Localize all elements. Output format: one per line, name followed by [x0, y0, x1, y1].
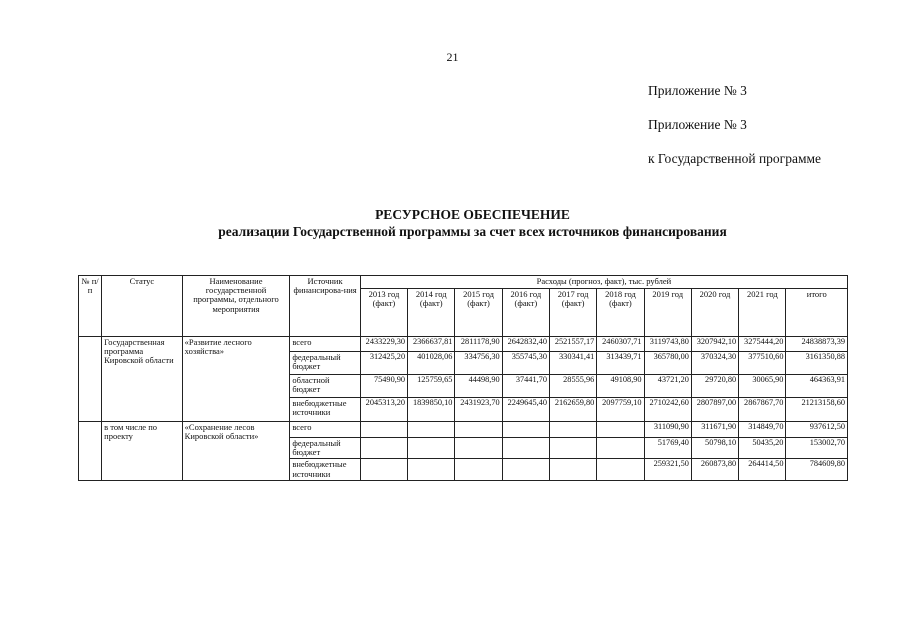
header-status: Статус	[102, 276, 183, 337]
cell-value	[597, 422, 644, 438]
cell-source: областной бюджет	[290, 375, 360, 398]
cell-source: внебюджетные источники	[290, 398, 360, 422]
cell-value: 2807897,00	[691, 398, 738, 422]
cell-value: 24838873,39	[786, 337, 848, 352]
cell-value: 365780,00	[644, 352, 691, 375]
appendix-line-1: Приложение № 3	[648, 83, 747, 98]
header-year-label: 2018 год	[605, 289, 636, 299]
cell-value: 2460307,71	[597, 337, 644, 352]
cell-value	[549, 438, 596, 459]
cell-value: 3119743,80	[644, 337, 691, 352]
cell-value	[360, 438, 407, 459]
cell-value	[408, 422, 455, 438]
header-year-label: 2021 год	[746, 289, 778, 299]
cell-value	[502, 459, 549, 481]
cell-value: 75490,90	[360, 375, 407, 398]
cell-value: 37441,70	[502, 375, 549, 398]
cell-name: «Сохранение лесов Кировской области»	[182, 422, 290, 481]
cell-value: 1839850,10	[408, 398, 455, 422]
document-subtitle: реализации Государственной программы за счет всех источников финансирования	[218, 224, 727, 239]
table-row	[79, 422, 848, 438]
header-year-label: 2016 год	[510, 289, 542, 299]
cell-value: 28555,96	[549, 375, 596, 398]
header-year	[597, 289, 644, 337]
cell-source: всего	[290, 422, 360, 438]
cell-name: «Развитие лесного хозяйства»	[182, 337, 290, 422]
header-year-label: 2017 год	[557, 289, 589, 299]
cell-value: 784609,80	[786, 459, 848, 481]
appendix-line-2: Приложение № 3	[648, 117, 747, 132]
cell-value: 311090,90	[644, 422, 691, 438]
header-year	[786, 289, 848, 337]
cell-value	[597, 459, 644, 481]
cell-value: 44498,90	[455, 375, 502, 398]
cell-value: 50798,10	[691, 438, 738, 459]
header-year	[360, 289, 407, 337]
cell-value: 370324,30	[691, 352, 738, 375]
header-year-note: (факт)	[609, 298, 632, 309]
cell-value: 330341,41	[549, 352, 596, 375]
cell-value	[455, 459, 502, 481]
header-number: № п/п	[79, 276, 102, 337]
header-year-note: (факт)	[419, 298, 443, 309]
cell-value	[408, 459, 455, 481]
cell-source: федеральный бюджет	[290, 352, 360, 375]
header-year-label: 2013 год	[368, 289, 400, 299]
header-source: Источник финансирова-ния	[290, 276, 360, 337]
cell-value: 49108,90	[597, 375, 644, 398]
cell-status: в том числе по проекту	[102, 422, 183, 481]
cell-value: 334756,30	[455, 352, 502, 375]
cell-value: 314849,70	[739, 422, 786, 438]
header-year-note: (факт)	[372, 298, 396, 309]
page-number: 21	[446, 50, 459, 64]
cell-value: 377510,60	[739, 352, 786, 375]
cell-no	[79, 422, 102, 481]
cell-value: 125759,65	[408, 375, 455, 398]
header-year	[408, 289, 455, 337]
cell-status: Государственная программа Кировской области	[102, 337, 183, 422]
header-year	[502, 289, 549, 337]
header-expenses: Расходы (прогноз, факт), тыс. рублей	[360, 276, 847, 289]
cell-value: 2811178,90	[455, 337, 502, 352]
cell-value: 2867867,70	[739, 398, 786, 422]
cell-value: 153002,70	[786, 438, 848, 459]
cell-value	[455, 422, 502, 438]
cell-value: 2431923,70	[455, 398, 502, 422]
cell-value: 264414,50	[739, 459, 786, 481]
cell-value: 2045313,20	[360, 398, 407, 422]
cell-value: 21213158,60	[786, 398, 848, 422]
cell-value	[549, 422, 596, 438]
header-name: Наименование государственной программы, отдельного мероприятия	[182, 276, 290, 337]
cell-value: 2710242,60	[644, 398, 691, 422]
cell-value: 2642832,40	[502, 337, 549, 352]
cell-value: 2249645,40	[502, 398, 549, 422]
cell-no	[79, 337, 102, 422]
cell-value: 3161350,88	[786, 352, 848, 375]
cell-value: 312425,20	[360, 352, 407, 375]
header-year	[549, 289, 596, 337]
appendix-line-3: к Государственной программе	[648, 151, 822, 166]
header-year-label: итого	[806, 289, 827, 299]
cell-value: 260873,80	[691, 459, 738, 481]
cell-value: 43721,20	[644, 375, 691, 398]
cell-value	[502, 422, 549, 438]
cell-value: 313439,71	[597, 352, 644, 375]
cell-value: 2097759,10	[597, 398, 644, 422]
header-year-note: (факт)	[467, 298, 490, 309]
header-year-label: 2020 год	[699, 289, 731, 299]
cell-value: 2521557,17	[549, 337, 596, 352]
cell-value: 401028,06	[408, 352, 455, 375]
cell-value	[360, 459, 407, 481]
header-year-label: 2019 год	[652, 289, 684, 299]
cell-value: 3275444,20	[739, 337, 786, 352]
cell-value: 464363,91	[786, 375, 848, 398]
cell-value: 2366637,81	[408, 337, 455, 352]
cell-value: 2433229,30	[360, 337, 407, 352]
cell-value: 50435,20	[739, 438, 786, 459]
cell-value: 2162659,80	[549, 398, 596, 422]
cell-source: всего	[290, 337, 360, 352]
cell-value	[455, 438, 502, 459]
cell-value	[597, 438, 644, 459]
cell-value: 29720,80	[691, 375, 738, 398]
table-row	[79, 337, 848, 352]
document-title: РЕСУРСНОЕ ОБЕСПЕЧЕНИЕ	[375, 207, 570, 222]
cell-value	[408, 438, 455, 459]
header-year-label: 2015 год	[463, 289, 494, 299]
resource-table	[78, 275, 848, 481]
cell-value	[549, 459, 596, 481]
cell-value: 3207942,10	[691, 337, 738, 352]
cell-value: 259321,50	[644, 459, 691, 481]
cell-value: 937612,50	[786, 422, 848, 438]
cell-value	[360, 422, 407, 438]
cell-source: федеральный бюджет	[290, 438, 360, 459]
header-year-label: 2014 год	[415, 289, 447, 299]
header-year	[691, 289, 738, 337]
cell-value: 30065,90	[739, 375, 786, 398]
cell-value: 51769,40	[644, 438, 691, 459]
header-year-note: (факт)	[561, 298, 585, 309]
header-year-note: (факт)	[514, 298, 538, 309]
header-year	[455, 289, 502, 337]
cell-source: внебюджетные источники	[290, 459, 360, 481]
cell-value: 355745,30	[502, 352, 549, 375]
header-year	[644, 289, 691, 337]
cell-value: 311671,90	[691, 422, 738, 438]
cell-value	[502, 438, 549, 459]
header-year	[739, 289, 786, 337]
